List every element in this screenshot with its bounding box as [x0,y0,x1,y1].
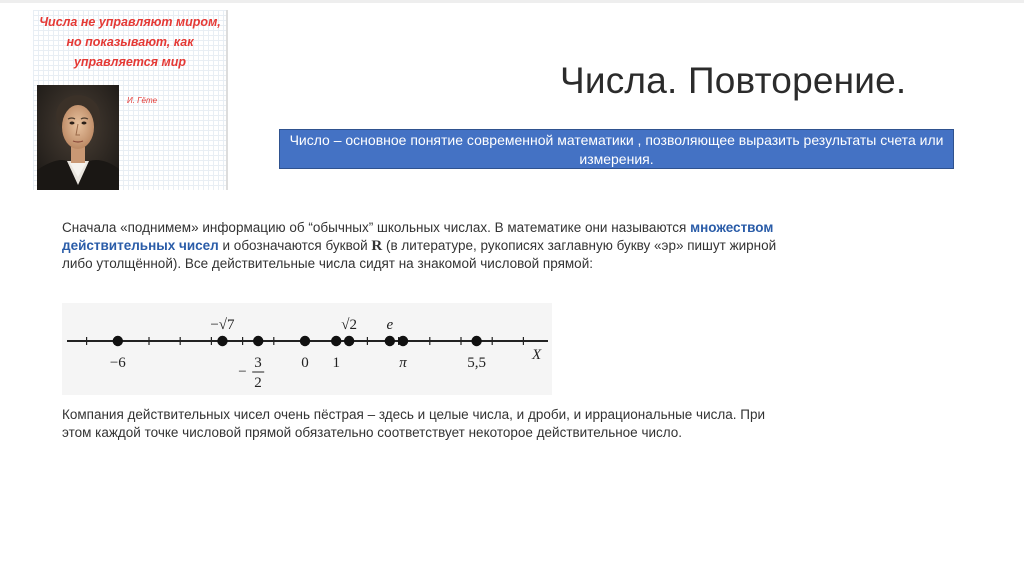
number-line-label [238,355,264,391]
number-line-figure [62,303,552,395]
number-line-point [300,336,310,346]
number-line-point [398,336,408,346]
goethe-portrait [37,85,119,190]
number-line-point [113,336,123,346]
number-line-label: −6 [109,355,126,371]
number-line-label: π [399,355,407,371]
number-line-label: √2 [341,317,357,333]
quote-author: И. Гёте [127,96,158,105]
quote-card [33,10,228,190]
number-line-label: 5,5 [467,355,486,371]
definition-box: Число – основное понятие современной математики , позволяющее выразить результаты счета или измерения. [279,129,954,169]
real-numbers-term: множеством действительных чисел [62,220,774,253]
number-line-label: −√7 [210,317,235,333]
number-line-svg [62,303,552,395]
axis-label: X [532,347,542,363]
paragraph-intro-text-2: и обозначаются буквой [218,238,372,253]
quote-text: Числа не управляют миром, но показывают, как управляется мир [39,15,221,69]
number-line-point [385,336,395,346]
paragraph-intro-text: Сначала «поднимем» информацию об “обычных” школьных числах. В математике они называются [62,220,691,235]
paragraph-intro [62,219,782,273]
number-line-label: 0 [301,355,309,371]
svg-text:−: − [238,364,247,380]
svg-text:3: 3 [254,355,262,371]
paragraph-intro-text-3: (в литературе, рукописях заглавную букву «эр» пишут жирной либо утолщённой). Все действительные числа сидят на знакомой числовой прямой: [62,238,777,271]
number-line-label: 1 [332,355,340,371]
number-line-point [344,336,354,346]
number-line-point [253,336,263,346]
number-line-point [331,336,341,346]
real-set-symbol: R [371,238,383,254]
svg-text:2: 2 [254,375,262,391]
paragraph-conclusion: Компания действительных чисел очень пёстрая – здесь и целые числа, и дроби, и иррациональные числа. При этом каждой точке числовой прямой обязательно соответствует некоторое действительное число. [62,407,766,440]
number-line-point [471,336,481,346]
number-line-label: e [386,317,394,333]
top-bar [0,0,1024,3]
slide-title: Числа. Повторение. [560,60,907,101]
number-line-point [217,336,227,346]
